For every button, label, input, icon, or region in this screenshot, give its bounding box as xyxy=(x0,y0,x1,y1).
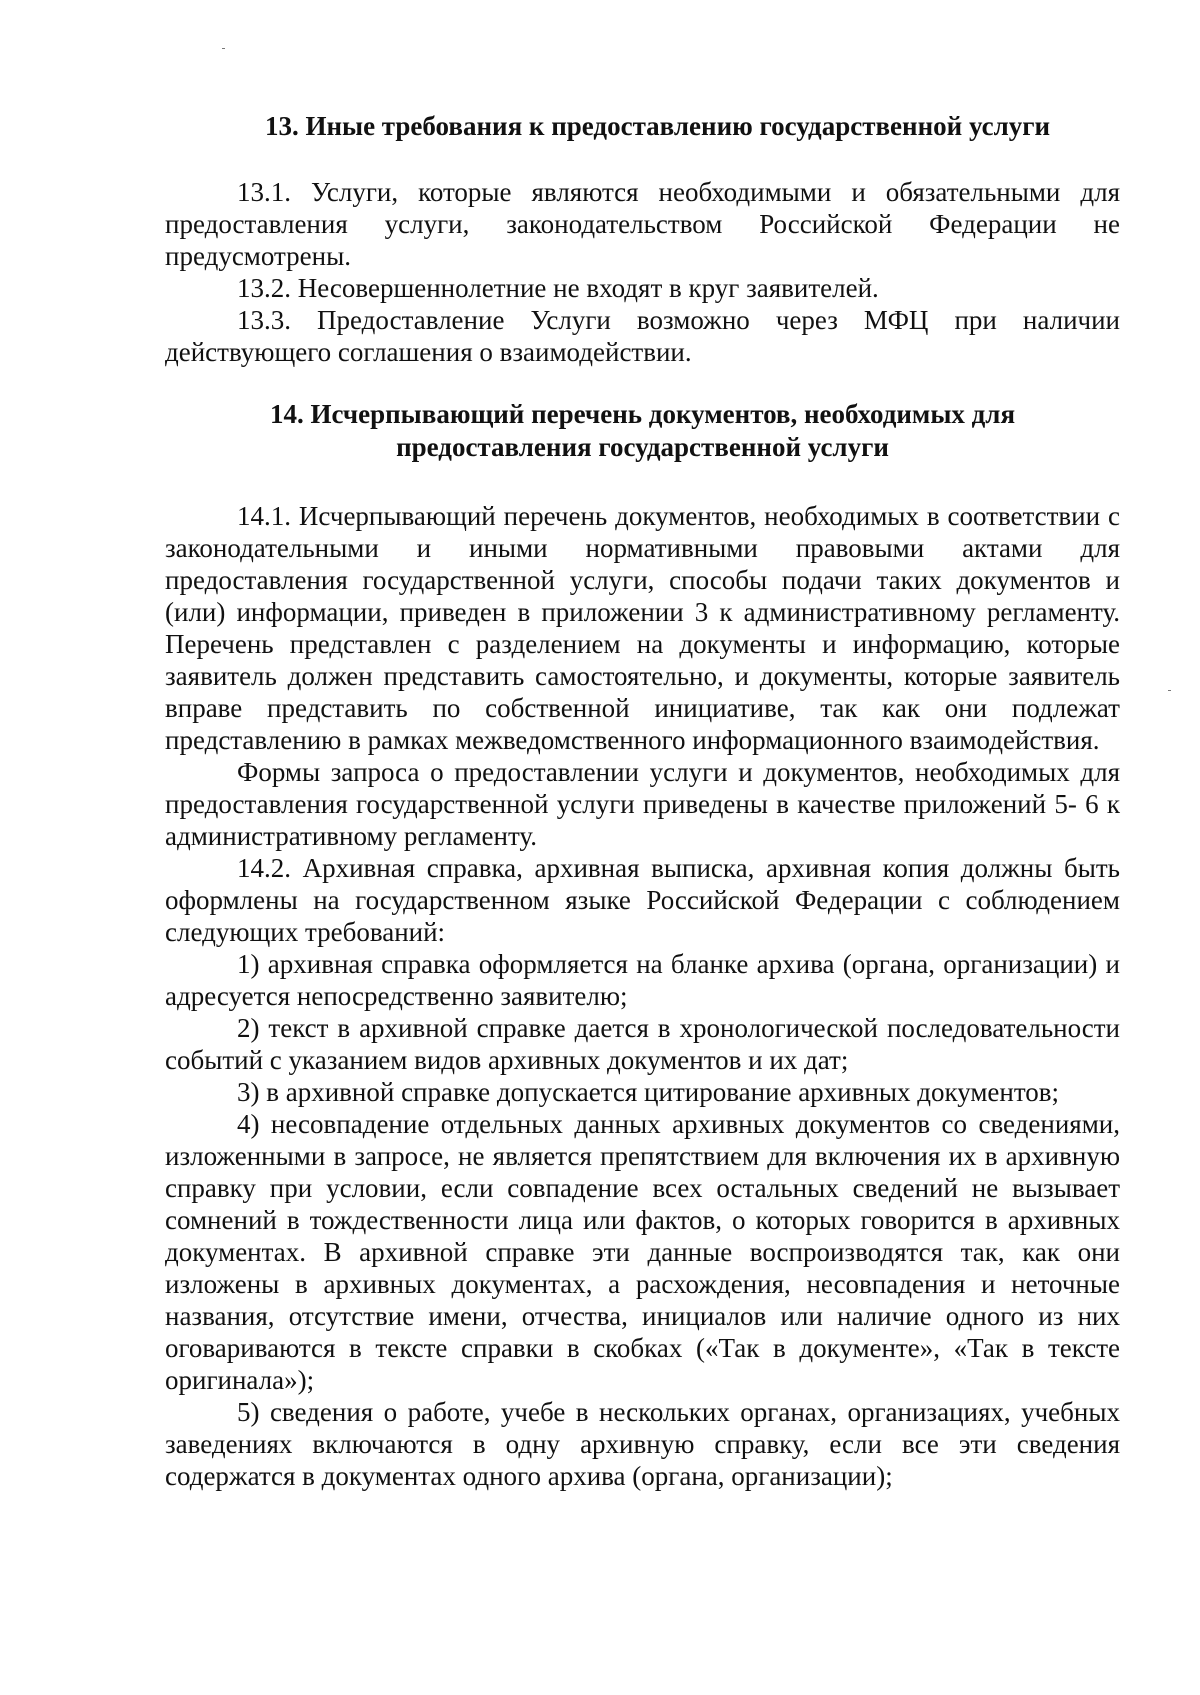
paragraph-13-2: 13.2. Несовершеннолетние не входят в круг заявителей. xyxy=(237,273,879,303)
paragraph-forms: Формы запроса о предоставлении услуги и документов, необходимых для предоставления государственной услуги приведены в качестве приложений 5- 6 к административному регламенту. xyxy=(165,757,1120,851)
scan-artifact xyxy=(1168,690,1171,691)
document-body xyxy=(165,110,1120,1492)
list-item-3: 3) в архивной справке допускается цитирование архивных документов; xyxy=(237,1077,1060,1107)
scan-artifact xyxy=(222,48,225,49)
list-item-1: 1) архивная справка оформляется на бланке архива (органа, организации) и адресуется непосредственно заявителю; xyxy=(165,949,1120,1011)
section-13-heading: 13. Иные требования к предоставлению государственной услуги xyxy=(264,111,1051,141)
list-item-2: 2) текст в архивной справке дается в хронологической последовательности событий с указанием видов архивных документов и их дат; xyxy=(165,1013,1120,1075)
paragraph-13-3: 13.3. Предоставление Услуги возможно через МФЦ при наличии действующего соглашения о взаимодействии. xyxy=(165,305,1120,367)
list-item-4: 4) несовпадение отдельных данных архивных документов со сведениями, изложенными в запросе, не является препятствием для включения их в архивную справку при условии, если совпадение всех остальных сведений не вызывает сомнений в тождественности лица или фактов, о которых говорится в архивных документах. В архивной справке эти данные воспроизводятся так, как они изложены в архивных документах, а расхождения, несовпадения и неточные названия, отсутствие имени, отчества, инициалов или наличие одного из них оговариваются в тексте справки в скобках («Так в документе», «Так в тексте оригинала»); xyxy=(165,1109,1120,1395)
paragraph-14-1: 14.1. Исчерпывающий перечень документов, необходимых в соответствии с законодательными и иными нормативными правовыми актами для предоставления государственной услуги, способы подачи таких документов и (или) информации, приведен в приложении 3 к административному регламенту. Перечень представлен с разделением на документы и информацию, которые заявитель должен представить самостоятельно, и документы, которые заявитель вправе представить по собственной инициативе, так как они подлежат представлению в рамках межведомственного информационного взаимодействия. xyxy=(165,501,1120,755)
section-14-content xyxy=(165,500,1120,1492)
section-14-heading-line1: 14. Исчерпывающий перечень документов, необходимых для xyxy=(269,399,1016,429)
section-14-heading xyxy=(165,398,1120,464)
list-item-5: 5) сведения о работе, учебе в нескольких органах, организациях, учебных заведениях включаются в одну архивную справку, если все эти сведения содержатся в документах одного архива (органа, организации); xyxy=(165,1397,1120,1491)
paragraph-13-1: 13.1. Услуги, которые являются необходимыми и обязательными для предоставления услуги, законодательством Российской Федерации не предусмотрены. xyxy=(165,177,1120,271)
paragraph-14-2: 14.2. Архивная справка, архивная выписка, архивная копия должны быть оформлены на государственном языке Российской Федерации с соблюдением следующих требований: xyxy=(165,853,1120,947)
section-13-content xyxy=(165,176,1120,368)
section-14-heading-line2: предоставления государственной услуги xyxy=(396,432,889,462)
